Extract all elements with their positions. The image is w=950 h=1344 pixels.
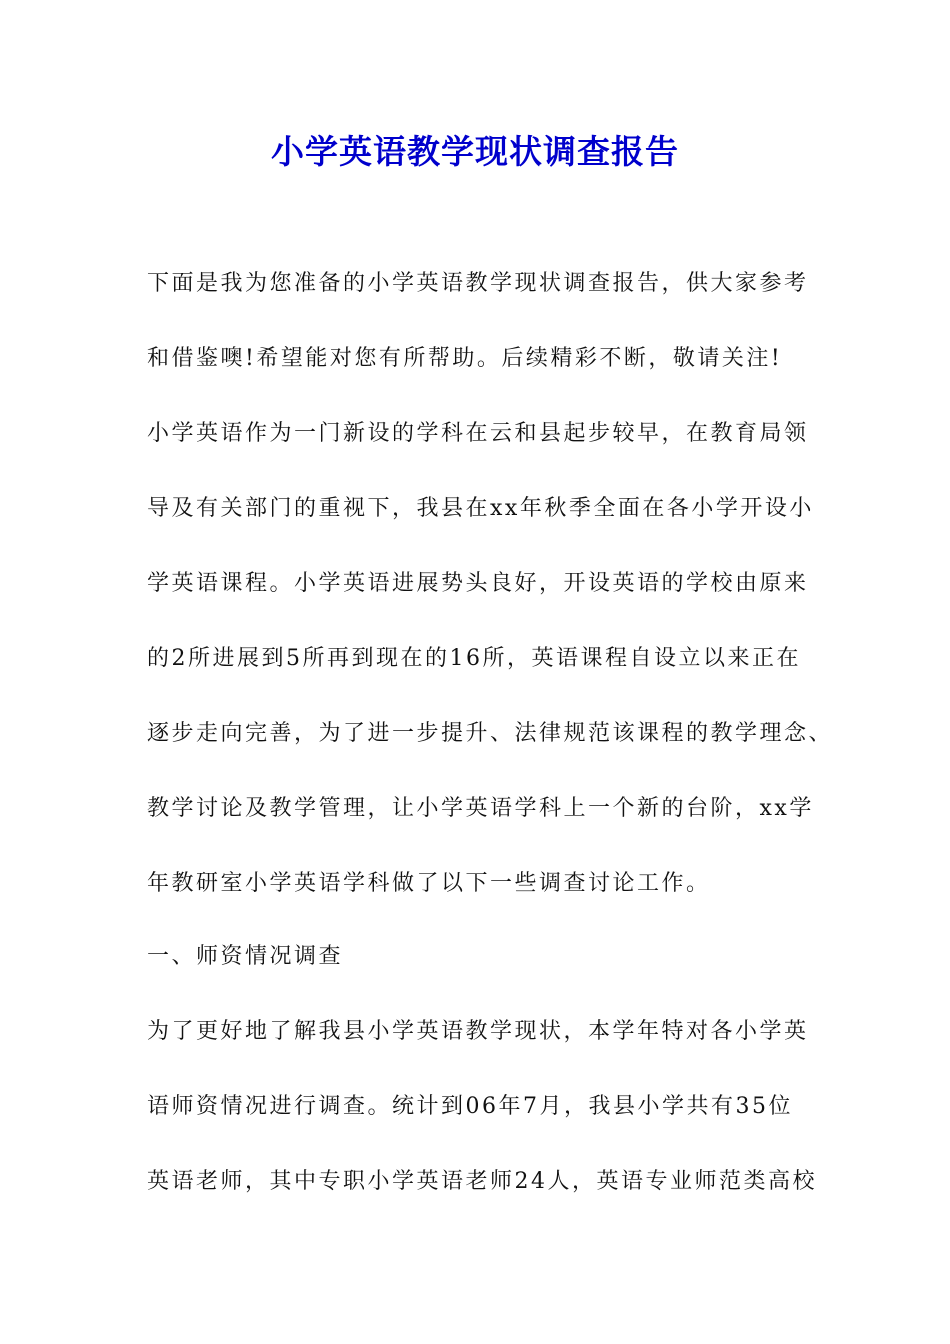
document-title: 小学英语教学现状调查报告 [271,132,679,171]
section-heading: 一、师资情况调查 [147,944,344,969]
paragraph-line: 的2所进展到5所再到现在的16所，英语课程自设立以来正在 [147,646,801,671]
paragraph-line: 教学讨论及教学管理，让小学英语学科上一个新的台阶，xx学 [147,796,814,821]
paragraph-line: 学英语课程。小学英语进展势头良好，开设英语的学校由原来 [147,571,809,596]
paragraph-line: 英语老师，其中专职小学英语老师24人，英语专业师范类高校 [147,1169,817,1194]
paragraph-line: 年教研室小学英语学科做了以下一些调查讨论工作。 [147,871,711,896]
paragraph-line: 语师资情况进行调查。统计到06年7月，我县小学共有35位 [147,1094,793,1119]
paragraph-line: 逐步走向完善，为了进一步提升、法律规范该课程的教学理念、 [147,721,834,746]
paragraph-line: 和借鉴噢!希望能对您有所帮助。后续精彩不断，敬请关注! [147,346,783,371]
paragraph-line: 小学英语作为一门新设的学科在云和县起步较早，在教育局领 [147,421,809,446]
paragraph-line: 为了更好地了解我县小学英语教学现状，本学年特对各小学英 [147,1019,809,1044]
paragraph-line: 下面是我为您准备的小学英语教学现状调查报告，供大家参考 [147,271,809,296]
paragraph-line: 导及有关部门的重视下，我县在xx年秋季全面在各小学开设小 [147,496,814,521]
